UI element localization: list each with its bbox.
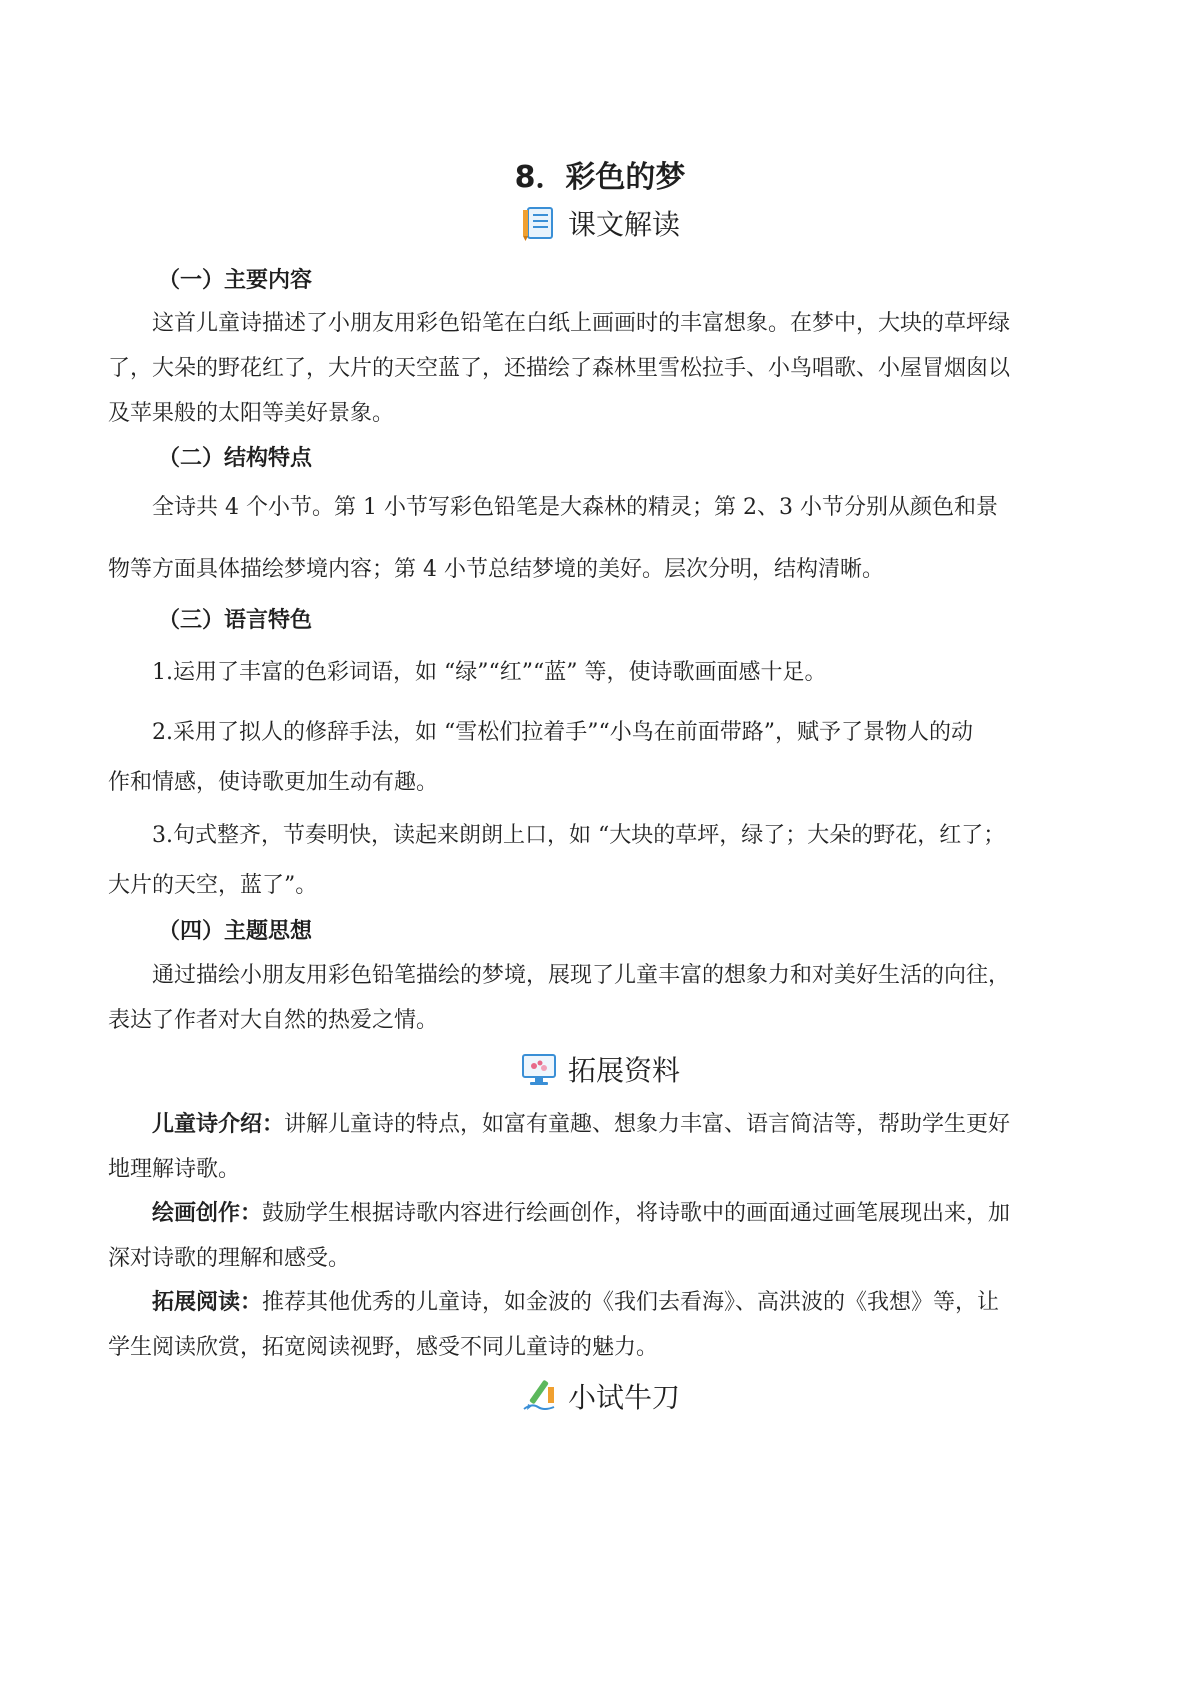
- text-line: 全诗共 4 个小节。第 1 小节写彩色铅笔是大森林的精灵；第 2、3 小节分别从颜色和景: [152, 495, 998, 520]
- text-line: 这首儿童诗描述了小朋友用彩色铅笔在白纸上画画时的丰富想象。在梦中，大块的草坪绿: [152, 311, 1011, 336]
- section-heading-reading: [0, 201, 1200, 245]
- page-title: 8．彩色的梦: [514, 160, 686, 195]
- text-line: 深对诗歌的理解和感受。: [108, 1246, 351, 1271]
- extension-item: [152, 1196, 1010, 1227]
- extension-item-text: 讲解儿童诗的特点，如富有童趣、想象力丰富、语言简洁等，帮助学生更好: [284, 1112, 1011, 1137]
- extension-item: [152, 1107, 1010, 1138]
- text-line: 1.运用了丰富的色彩词语，如 “绿”“红”“蓝” 等，使诗歌画面感十足。: [152, 660, 827, 685]
- extension-item-label: 绘画创作：: [152, 1200, 263, 1226]
- text-line: 表达了作者对大自然的热爱之情。: [108, 1008, 439, 1033]
- notebook-pencil-icon: [520, 204, 558, 242]
- section-heading-extension: [0, 1047, 1200, 1091]
- subheading-structure: （二）结构特点: [158, 446, 313, 471]
- subheading-language: （三）语言特色: [158, 608, 313, 633]
- text-line: 作和情感，使诗歌更加生动有趣。: [108, 770, 439, 795]
- text-line: 3.句式整齐，节奏明快，读起来朗朗上口，如 “大块的草坪，绿了；大朵的野花，红了；: [152, 823, 1006, 848]
- section-heading-practice: [0, 1374, 1200, 1418]
- text-line: 学生阅读欣赏，拓宽阅读视野，感受不同儿童诗的魅力。: [108, 1335, 659, 1360]
- text-line: 大片的天空，蓝了”。: [108, 873, 318, 898]
- pen-writing-icon: [520, 1377, 558, 1415]
- text-line: 通过描绘小朋友用彩色铅笔描绘的梦境，展现了儿童丰富的想象力和对美好生活的向往，: [152, 963, 1011, 988]
- text-line: 2.采用了拟人的修辞手法，如 “雪松们拉着手”“小鸟在前面带路”，赋予了景物人的动: [152, 720, 973, 745]
- monitor-icon: [520, 1050, 558, 1088]
- extension-item-label: 儿童诗介绍：: [152, 1111, 285, 1137]
- text-line: 及苹果般的太阳等美好景象。: [108, 401, 395, 426]
- extension-item-label: 拓展阅读：: [152, 1289, 263, 1315]
- section-label: 小试牛刀: [567, 1381, 680, 1414]
- section-label: 拓展资料: [567, 1054, 680, 1087]
- subheading-main-content: （一）主要内容: [158, 268, 313, 293]
- extension-item-text: 推荐其他优秀的儿童诗，如金波的《我们去看海》、高洪波的《我想》等，让: [262, 1290, 1000, 1315]
- extension-item: [152, 1285, 999, 1316]
- text-line: 地理解诗歌。: [108, 1157, 241, 1182]
- text-line: 了，大朵的野花红了，大片的天空蓝了，还描绘了森林里雪松拉手、小鸟唱歌、小屋冒烟囱以: [108, 356, 1011, 381]
- text-line: 物等方面具体描绘梦境内容；第 4 小节总结梦境的美好。层次分明，结构清晰。: [108, 557, 884, 582]
- extension-item-text: 鼓励学生根据诗歌内容进行绘画创作，将诗歌中的画面通过画笔展现出来，加: [262, 1201, 1011, 1226]
- subheading-theme: （四）主题思想: [158, 919, 313, 944]
- section-label: 课文解读: [567, 208, 680, 241]
